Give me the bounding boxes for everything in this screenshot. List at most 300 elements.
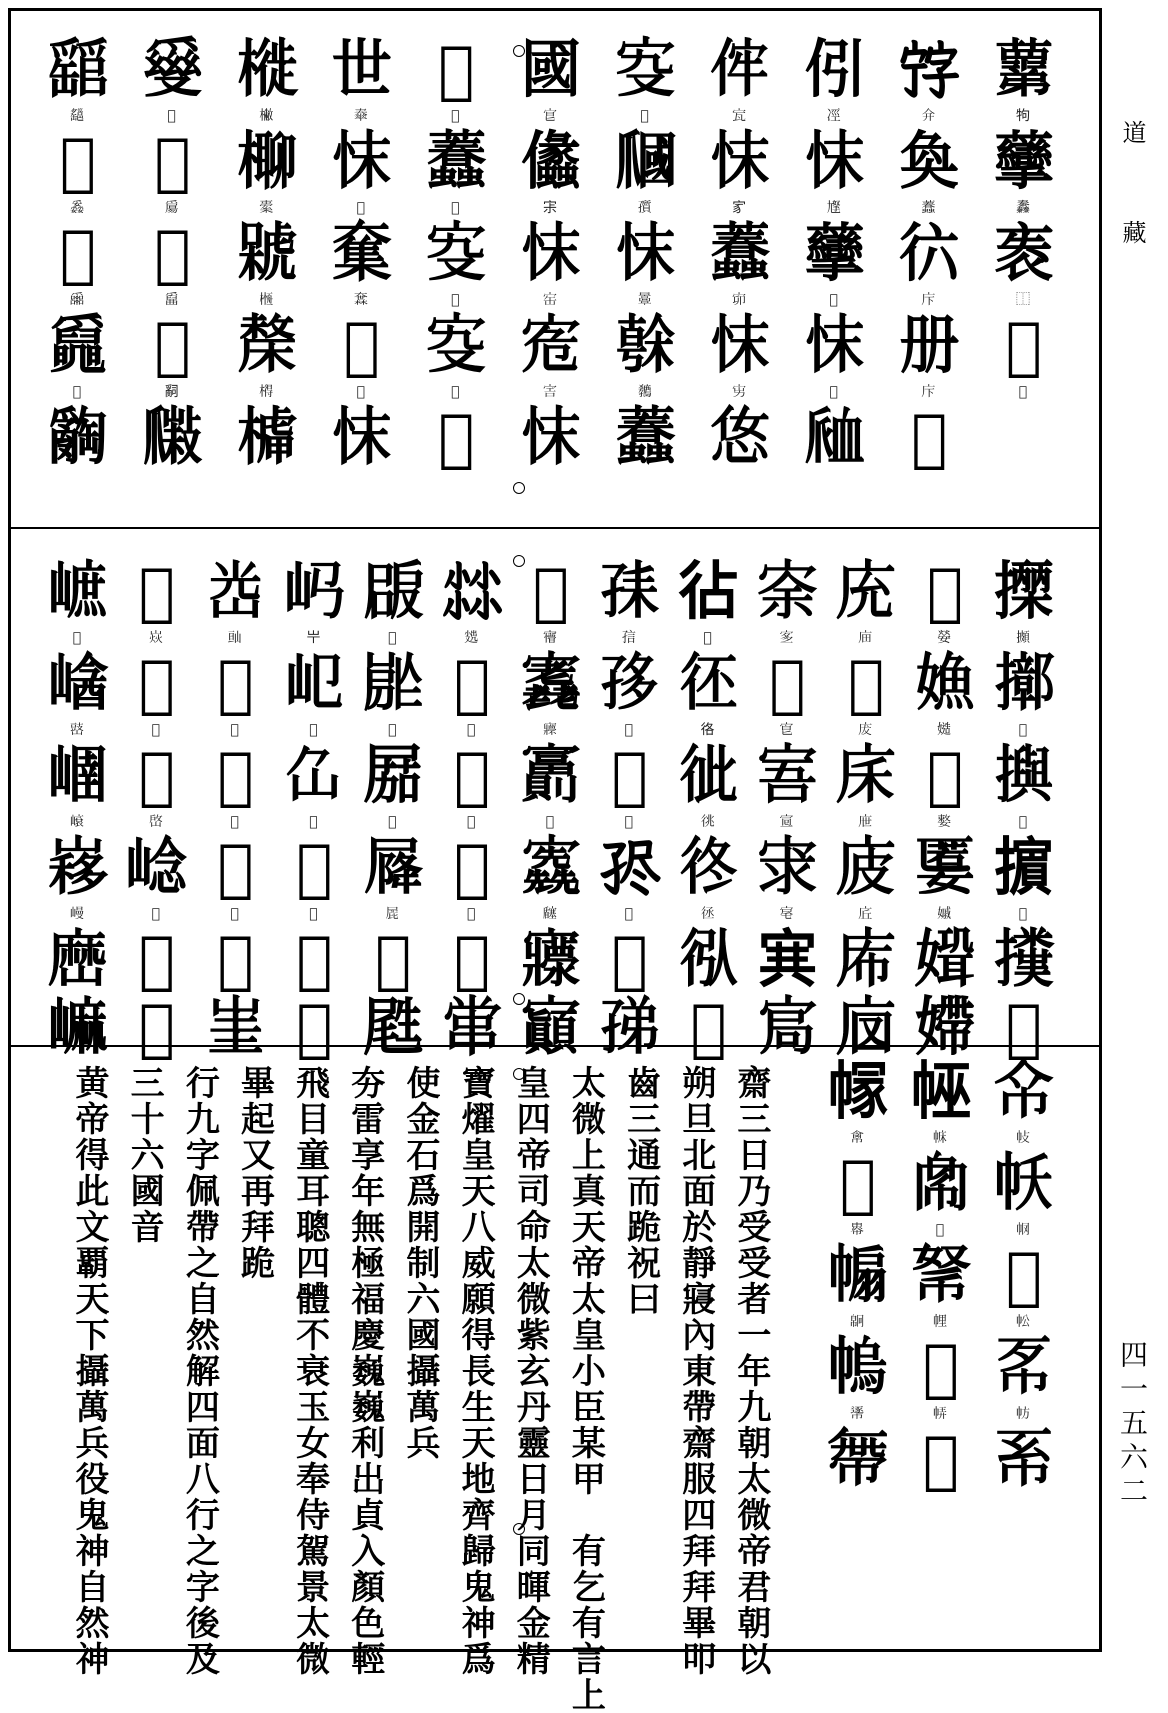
seal-glyph: 𡮔	[454, 923, 489, 997]
seal-glyph: 𣘪	[237, 125, 296, 199]
seal-glyph: 𢄓	[828, 1331, 886, 1405]
gloss-annotation: 𡧚	[732, 384, 747, 400]
seal-column	[40, 555, 114, 1065]
gloss-annotation: 𡻦	[72, 630, 82, 646]
seal-glyph: 𡻡	[48, 647, 106, 721]
seal-glyph: 𢓖	[678, 647, 737, 721]
prose-text-block	[69, 1065, 771, 1713]
seal-glyph: 𡙸	[331, 217, 390, 291]
seal-glyph: 𡬁	[520, 647, 579, 721]
seal-glyph: 𢓌	[899, 217, 958, 291]
seal-column	[820, 1055, 894, 1580]
seal-glyph: 𡹐	[138, 555, 173, 629]
gloss-annotation: 𡲨	[388, 814, 397, 830]
gloss-annotation: 𡬉	[542, 906, 557, 922]
seal-column	[434, 555, 508, 1065]
seal-glyph: 𢓚	[690, 991, 725, 1065]
seal-glyph: 𢄑	[839, 1147, 874, 1221]
seal-glyph: 㒩	[520, 125, 579, 199]
seal-glyph: 𡲢	[363, 739, 422, 813]
seal-glyph: 𡬀	[532, 555, 567, 629]
gloss-annotation: 𢃈	[933, 1406, 947, 1422]
seal-glyph: 𤕅	[48, 401, 106, 475]
gloss-annotation: 𠇋	[921, 108, 936, 124]
seal-glyph: 𧖴	[804, 401, 863, 475]
gloss-annotation: 𡷇	[230, 722, 239, 738]
gloss-annotation: 𢃇	[933, 1314, 947, 1330]
gloss-annotation: 𢃆	[935, 1222, 945, 1238]
seal-glyph: 𡥥	[599, 647, 658, 721]
seal-glyph: 國	[520, 33, 579, 107]
seal-glyph: 𧕷	[710, 217, 769, 291]
seal-glyph: 𡧭	[520, 309, 579, 383]
gloss-annotation: 𡥫	[624, 722, 633, 738]
seal-glyph: 𠈭	[710, 33, 769, 107]
seal-glyph: 𢃁	[911, 1147, 969, 1221]
seal-glyph: 𡴵	[296, 991, 331, 1065]
seal-glyph: 册	[899, 309, 958, 383]
seal-glyph: 𡮐	[442, 555, 501, 629]
gloss-annotation: 𡷉	[230, 906, 239, 922]
gloss-annotation: 𡴷	[309, 722, 318, 738]
seal-glyph: 𡮕	[442, 991, 501, 1065]
seal-glyph: 𡬂	[520, 739, 579, 813]
gloss-annotation: 𢷩	[1018, 814, 1028, 830]
gloss-annotation: 𡦫	[637, 200, 652, 216]
prose-column: 使金石爲開制六國攝萬兵	[399, 1065, 440, 1461]
seal-glyph: 𡻥	[48, 991, 106, 1065]
prose-column: 夯雷享年無極福慶巍巍利出貞入顏色輕	[344, 1065, 385, 1677]
gloss-annotation: 𡹗	[151, 722, 161, 738]
prose-column: 皇四帝司命太微紫玄丹靈日月同暉金精	[510, 1065, 551, 1677]
seal-column	[986, 33, 1060, 508]
seal-glyph: 𡨂	[757, 739, 816, 813]
gloss-annotation: 𢓝	[700, 814, 715, 830]
seal-glyph: 𡠸	[915, 923, 974, 997]
seal-glyph: 𡹑	[138, 647, 173, 721]
gloss-annotation: 𡨉	[779, 906, 794, 922]
gloss-annotation: 𢁶	[1016, 1222, 1030, 1238]
prose-column: 畢起又再拜跪	[234, 1065, 275, 1281]
seal-column	[40, 33, 114, 508]
seal-glyph: 世	[331, 33, 390, 107]
seal-glyph: 𢓗	[678, 739, 737, 813]
gloss-annotation: 𡥪	[621, 630, 636, 646]
gloss-annotation: 𡷆	[227, 630, 242, 646]
gloss-annotation: 𣘮	[259, 108, 274, 124]
seal-column	[119, 555, 193, 1065]
seal-glyph: 𡨸	[899, 33, 958, 107]
gloss-annotation: 𢃅	[933, 1130, 947, 1146]
gloss-annotation: 𤕇	[70, 200, 84, 216]
seal-column	[749, 555, 823, 1065]
seal-glyph: 𡴳	[296, 831, 331, 905]
gloss-annotation: 𢇶	[858, 630, 873, 646]
gloss-annotation: 𢷨	[1018, 722, 1028, 738]
seal-glyph: 𡷁	[217, 647, 252, 721]
seal-glyph: 𤔩	[615, 125, 674, 199]
seal-column	[891, 33, 965, 508]
gloss-annotation: 𡹘	[148, 814, 163, 830]
seal-glyph: 𡹒	[138, 739, 173, 813]
seal-glyph: 𡨃	[757, 831, 816, 905]
seal-script-band-2	[40, 555, 1060, 1065]
gloss-annotation: 𡢬	[451, 200, 460, 216]
seal-glyph: 𡰁	[911, 401, 946, 475]
seal-glyph: 𧃣	[993, 33, 1052, 107]
gloss-annotation: 𤔰	[164, 200, 179, 216]
seal-glyph: 𡠶	[927, 739, 962, 813]
seal-glyph: 𢷤	[993, 831, 1052, 905]
gloss-annotation: 𤕉	[72, 384, 82, 400]
seal-column	[229, 33, 303, 508]
seal-glyph: 𡮓	[454, 831, 489, 905]
gloss-annotation: 𠀑	[1018, 384, 1028, 400]
gloss-annotation: 𡻧	[70, 722, 84, 738]
seal-glyph: 𢷢	[993, 647, 1052, 721]
seal-glyph: 𤔮	[142, 401, 201, 475]
seal-glyph: 𡠵	[915, 647, 974, 721]
seal-glyph: 𡲡	[363, 647, 422, 721]
prose-column: 太微上真天帝太皇小臣某甲 有乞有言上	[565, 1065, 606, 1713]
gloss-annotation: 𢓛	[703, 630, 712, 646]
gloss-annotation: 𡠺	[937, 630, 952, 646]
seal-glyph: 𢷥	[993, 923, 1052, 997]
gloss-annotation: 𡠻	[937, 722, 952, 738]
seal-glyph: 𡻢	[48, 739, 106, 813]
seal-glyph: 𡨁	[769, 647, 804, 721]
seal-glyph: 𡥨	[611, 923, 646, 997]
seal-glyph: 𢗿	[520, 217, 579, 291]
gloss-annotation: 𡧗	[732, 108, 747, 124]
seal-glyph: 𢇳	[836, 831, 895, 905]
gloss-annotation: 𧕷	[921, 200, 936, 216]
seal-glyph: 𡠴	[927, 555, 962, 629]
gloss-annotation: 𡧯	[542, 200, 557, 216]
gloss-annotation: 𡹖	[148, 630, 163, 646]
seal-glyph: 𢓕	[678, 555, 737, 629]
gloss-annotation: 𡥭	[624, 906, 633, 922]
seal-glyph: 𣘬	[237, 309, 296, 383]
seal-glyph: 𤕂	[59, 125, 94, 199]
seal-glyph: 𡠹	[915, 991, 974, 1065]
seal-glyph: 𡷅	[205, 991, 264, 1065]
gloss-annotation: 𡻩	[70, 906, 84, 922]
seal-column	[702, 33, 776, 508]
seal-glyph: 𢁲	[1005, 1239, 1040, 1313]
seal-column	[903, 1055, 977, 1580]
seal-glyph: 𡨅	[757, 991, 816, 1065]
seal-glyph: 𡴴	[296, 923, 331, 997]
seal-glyph: 𡬃	[520, 831, 579, 905]
seal-glyph: 𡲣	[363, 831, 422, 905]
gloss-annotation: 𡮖	[464, 630, 479, 646]
gloss-annotation: 𢇗	[921, 292, 936, 308]
seal-glyph: 𢗿	[710, 309, 769, 383]
gloss-annotation: 𤕈	[70, 292, 84, 308]
gloss-annotation: 𡬆	[542, 630, 557, 646]
seal-glyph: 𢃃	[922, 1331, 957, 1405]
seal-glyph: 𡹕	[138, 991, 173, 1065]
seal-glyph: 𡮒	[454, 739, 489, 813]
gloss-annotation: 𢇹	[858, 906, 873, 922]
gloss-annotation: 𡬇	[542, 722, 557, 738]
seal-column	[513, 33, 587, 508]
seal-glyph: 𢓘	[678, 831, 737, 905]
seal-script-band-1	[40, 33, 1060, 508]
seal-glyph: 𢃂	[911, 1239, 969, 1313]
gloss-annotation: 𢓜	[700, 722, 715, 738]
gloss-annotation: 𣘱	[259, 384, 274, 400]
gloss-annotation: 𡴶	[306, 630, 321, 646]
seal-glyph: 𤕁	[48, 33, 106, 107]
gloss-annotation: 𡙻	[353, 292, 368, 308]
band-divider	[11, 527, 1099, 529]
seal-glyph: 𢁴	[994, 1423, 1052, 1497]
seal-glyph: 𠇁	[804, 33, 863, 107]
gloss-annotation: 𡧮	[542, 108, 557, 124]
seal-glyph: 𡥧	[599, 831, 658, 905]
seal-glyph: 𡥤	[599, 555, 658, 629]
gloss-annotation: 𡻨	[70, 814, 84, 830]
seal-glyph: 𤔬	[154, 217, 189, 291]
seal-glyph: 𡷃	[217, 831, 252, 905]
seal-glyph: 𢇴	[836, 923, 895, 997]
seal-glyph: 𡻠	[48, 555, 106, 629]
seal-glyph: 𡥩	[599, 991, 658, 1065]
seal-glyph: 𢗿	[520, 401, 579, 475]
seal-glyph: 𢁰	[994, 1055, 1052, 1129]
gloss-annotation: 𠗊	[826, 108, 841, 124]
seal-glyph: 𣘩	[237, 33, 296, 107]
seal-glyph: 𢄐	[828, 1055, 886, 1129]
gloss-annotation: 𡰁	[829, 292, 838, 308]
gloss-annotation: 𢇗	[921, 384, 936, 400]
seal-glyph: 𢗿	[804, 309, 863, 383]
collection-label: 道	[1118, 120, 1146, 150]
gloss-annotation: 𡹙	[151, 906, 161, 922]
seal-column	[592, 555, 666, 1065]
seal-glyph: 奐	[899, 125, 958, 199]
gloss-annotation: 𤔱	[164, 292, 179, 308]
prose-column: 飛目童耳聰四體不衰玉女奉侍駕景太微	[289, 1065, 330, 1677]
seal-glyph: 𢇲	[836, 739, 895, 813]
seal-column	[198, 555, 272, 1065]
seal-glyph: 𡲥	[363, 991, 422, 1065]
prose-column: 齒三通而跪祝曰	[620, 1065, 661, 1317]
seal-glyph: 𢄒	[828, 1239, 886, 1313]
seal-column	[986, 555, 1060, 1065]
seal-glyph: 𡲤	[375, 923, 410, 997]
seal-glyph: 𡮑	[454, 647, 489, 721]
gloss-annotation: 𡮙	[466, 906, 476, 922]
seal-script-band-3	[820, 1055, 1060, 1580]
seal-glyph: 䖂	[804, 217, 863, 291]
seal-column	[907, 555, 981, 1065]
seal-column	[986, 1055, 1060, 1580]
seal-glyph: 𡴲	[284, 739, 343, 813]
gloss-annotation: 𡨈	[779, 814, 794, 830]
seal-glyph: 𡧌	[615, 33, 674, 107]
gloss-annotation: 𢇷	[858, 722, 873, 738]
gloss-annotation: 𡦬	[637, 292, 652, 308]
seal-glyph: 𡴱	[284, 647, 343, 721]
gloss-annotation: 𤘽	[1015, 108, 1030, 124]
gloss-annotation: 𡠼	[937, 814, 952, 830]
seal-glyph: 𢄔	[828, 1423, 886, 1497]
gloss-annotation: 𡮗	[466, 722, 476, 738]
seal-glyph: 𡷀	[205, 555, 264, 629]
prose-column: 黄帝得此文覇天下攝萬兵役鬼神自然神	[69, 1065, 109, 1677]
gloss-annotation: 𡧘	[732, 200, 747, 216]
gloss-annotation: 𡰀	[826, 200, 841, 216]
gloss-annotation: 𡨇	[779, 722, 794, 738]
seal-glyph: 𢃀	[911, 1055, 969, 1129]
seal-glyph: 𢓙	[678, 923, 737, 997]
seal-glyph: 𢃄	[922, 1423, 957, 1497]
seal-glyph: 𤕃	[59, 217, 94, 291]
seal-glyph: 𡢪	[438, 401, 473, 475]
seal-glyph: 𢘂	[710, 401, 769, 475]
gloss-annotation: 𢁷	[1016, 1314, 1030, 1330]
gloss-annotation: 𢄗	[850, 1314, 864, 1330]
seal-glyph: 𡠷	[915, 831, 974, 905]
gloss-annotation: 𢁸	[1016, 1406, 1030, 1422]
seal-glyph: 𣘫	[237, 217, 296, 291]
prose-column: 行九字佩帶之自然解四面八行之字後及	[179, 1065, 220, 1677]
gloss-annotation: 𡦭	[637, 384, 652, 400]
prose-column: 寶燿皇天八威願得長生天地齊歸鬼神爲	[455, 1065, 496, 1677]
gloss-annotation: 𡢫	[451, 108, 460, 124]
seal-glyph: 𡬄	[520, 923, 579, 997]
seal-glyph: 𡬅	[520, 991, 579, 1065]
seal-column	[276, 555, 350, 1065]
seal-column	[828, 555, 902, 1065]
seal-glyph: 𢇰	[836, 555, 895, 629]
gloss-annotation: 𡙹	[353, 108, 368, 124]
gloss-annotation: 𡮘	[466, 814, 476, 830]
seal-glyph: 𢷣	[993, 739, 1052, 813]
gloss-annotation: 𢄘	[850, 1406, 864, 1422]
seal-column	[135, 33, 209, 508]
seal-glyph: 𡷄	[217, 923, 252, 997]
gloss-annotation: 𤔯	[167, 108, 176, 124]
seal-glyph: 𢇵	[836, 991, 895, 1065]
seal-glyph: 𡷂	[217, 739, 252, 813]
seal-glyph: 𢷡	[993, 555, 1052, 629]
seal-column	[608, 33, 682, 508]
seal-glyph: 𧕷	[426, 125, 485, 199]
page-number: 四一五六二	[1116, 1340, 1149, 1510]
seal-glyph: 𡲠	[363, 555, 422, 629]
gloss-annotation: 𡥬	[624, 814, 633, 830]
seal-glyph: 𡧌	[426, 309, 485, 383]
seal-column	[671, 555, 745, 1065]
seal-glyph: 𢗿	[331, 401, 390, 475]
gloss-annotation: 𡨆	[779, 630, 794, 646]
seal-glyph: 𤔫	[154, 125, 189, 199]
gloss-annotation: 𤔲	[164, 384, 179, 400]
gloss-annotation: 𡷈	[230, 814, 239, 830]
seal-glyph: 𢇱	[848, 647, 883, 721]
gloss-annotation: 𤕆	[70, 108, 84, 124]
seal-glyph: 𢁱	[994, 1147, 1052, 1221]
gloss-annotation: 𡲩	[385, 906, 400, 922]
gloss-annotation: 𡠽	[937, 906, 952, 922]
seal-glyph: 𢗿	[615, 217, 674, 291]
seal-glyph: 𢗿	[804, 125, 863, 199]
seal-glyph: 𢷦	[1005, 991, 1040, 1065]
gloss-annotation: 𣘰	[259, 292, 274, 308]
seal-glyph: 𢆨	[343, 309, 378, 383]
seal-column	[797, 33, 871, 508]
prose-column: 三十六國音	[124, 1065, 165, 1245]
seal-column	[513, 555, 587, 1065]
gloss-annotation: 𡧰	[542, 292, 557, 308]
gloss-annotation: 䆐	[1015, 200, 1030, 216]
seal-column	[355, 555, 429, 1065]
gloss-annotation: 𢇸	[858, 814, 873, 830]
seal-glyph: 𢗿	[331, 125, 390, 199]
gloss-annotation: ⿰	[1015, 292, 1030, 308]
seal-glyph: 𢅄	[438, 33, 473, 107]
seal-glyph: 𢁳	[994, 1331, 1052, 1405]
seal-glyph: 𢗿	[710, 125, 769, 199]
seal-glyph: 𡹔	[138, 923, 173, 997]
seal-glyph: 𡨀	[757, 555, 816, 629]
gloss-annotation: 𡴸	[309, 814, 318, 830]
seal-glyph: 𡻤	[48, 923, 106, 997]
seal-column	[418, 33, 492, 508]
seal-glyph: 𠣨	[1005, 309, 1040, 383]
gloss-annotation: 𢁵	[1016, 1130, 1030, 1146]
gloss-annotation: 𡲦	[388, 630, 397, 646]
gloss-annotation: 𡢮	[451, 384, 460, 400]
seal-glyph: 𤔪	[142, 33, 201, 107]
seal-glyph: 𤔭	[154, 309, 189, 383]
seal-glyph: 𡴰	[284, 555, 343, 629]
gloss-annotation: 𢷧	[1015, 630, 1030, 646]
prose-column: 齋三日乃受受者一年九朝太微帝君朝以	[730, 1065, 771, 1677]
gloss-annotation: 𢷪	[1018, 906, 1028, 922]
gloss-annotation: 𡦪	[640, 108, 649, 124]
seal-glyph: 𡥦	[611, 739, 646, 813]
collection-label: 藏	[1118, 220, 1146, 250]
gloss-annotation: 𡲧	[388, 722, 397, 738]
gloss-annotation: 𢓞	[700, 906, 715, 922]
gloss-annotation: 𢄖	[850, 1222, 864, 1238]
seal-glyph: 𡨄	[757, 923, 816, 997]
seal-glyph: 袠	[993, 217, 1052, 291]
gloss-annotation: 𡴹	[309, 906, 318, 922]
gloss-annotation: 𣘯	[259, 200, 274, 216]
gloss-annotation: 𡢭	[451, 292, 460, 308]
gloss-annotation: 𢄕	[850, 1130, 864, 1146]
seal-glyph: 𣘭	[237, 401, 296, 475]
gloss-annotation: 𡧙	[732, 292, 747, 308]
seal-glyph: 𤕄	[48, 309, 106, 383]
seal-glyph: 𧕷	[615, 401, 674, 475]
prose-column: 朔旦北面於靜寢內東帶齋服四拜拜畢叩	[675, 1065, 716, 1677]
gloss-annotation: 𡙼	[356, 384, 365, 400]
seal-glyph: 𡧌	[426, 217, 485, 291]
seal-glyph: 𡻣	[48, 831, 106, 905]
gloss-annotation: 𡬈	[545, 814, 555, 830]
seal-glyph: 𡹓	[126, 831, 185, 905]
seal-column	[324, 33, 398, 508]
gloss-annotation: 𡰂	[829, 384, 838, 400]
gloss-annotation: 𡧱	[542, 384, 557, 400]
